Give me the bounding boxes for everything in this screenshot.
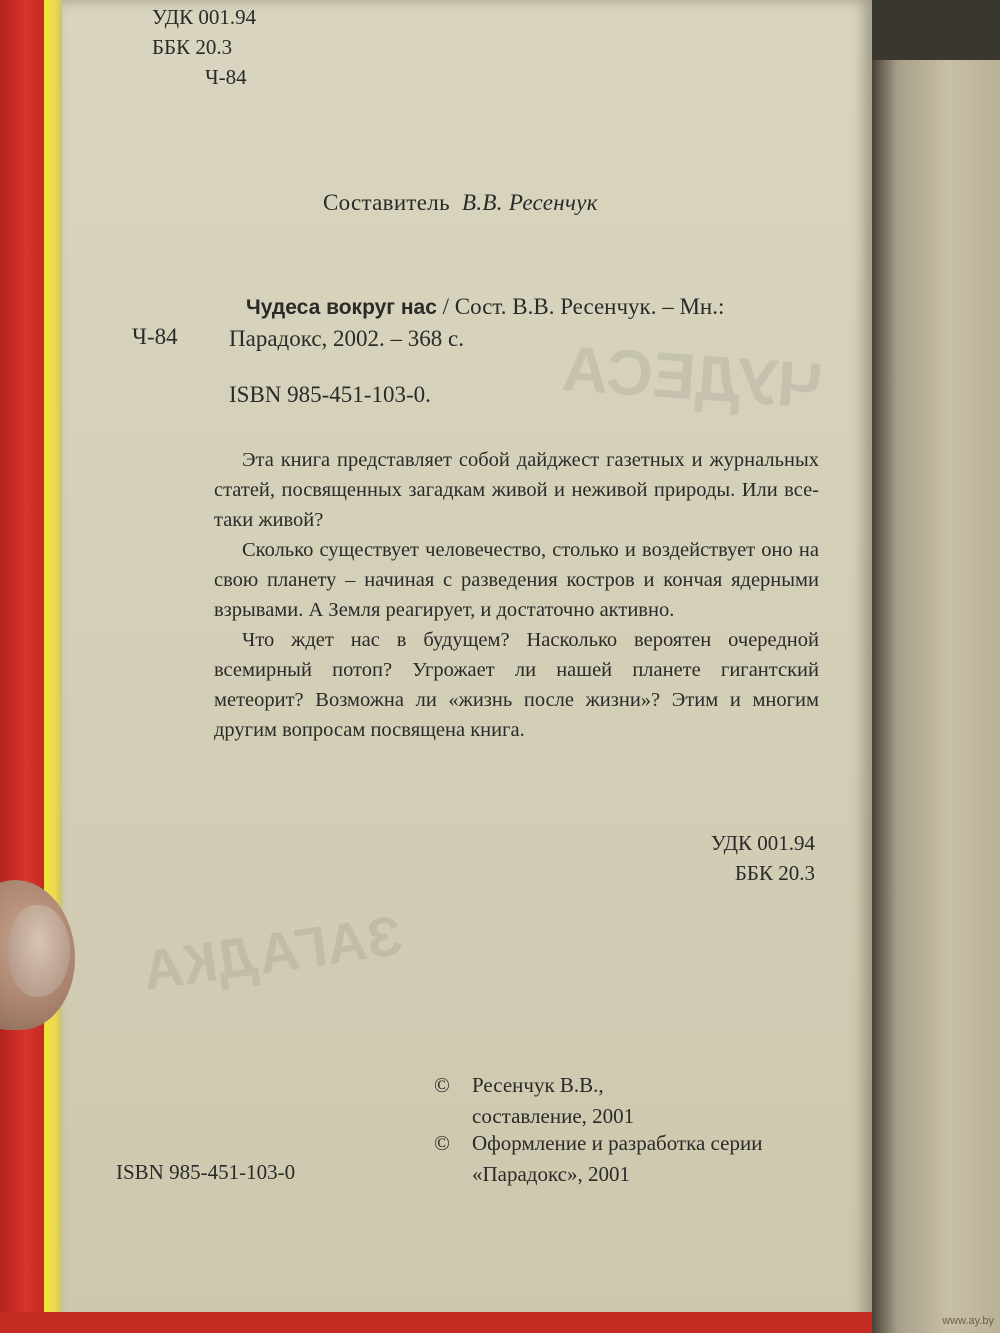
book-title: Чудеса вокруг нас <box>246 296 437 319</box>
copyright-holder: Ресенчук В.В., <box>472 1073 604 1097</box>
copyright-symbol: © <box>434 1073 450 1097</box>
thumb-nail <box>8 905 70 997</box>
copyright-design: Оформление и разработка серии <box>472 1131 763 1155</box>
composer-line <box>323 190 598 216</box>
copyright-symbol: © <box>434 1131 450 1155</box>
background-shadow <box>872 0 1000 60</box>
bibliography-line2: Парадокс, 2002. – 368 с. <box>229 326 464 351</box>
classification-bbk: ББК 20.3 <box>734 861 815 885</box>
composer-name: В.В. Ресенчук <box>461 190 598 215</box>
footer-isbn: ISBN 985-451-103-0 <box>116 1160 296 1184</box>
copyright-detail: составление, 2001 <box>472 1104 635 1128</box>
header-udk: УДК 001.94 <box>152 5 257 29</box>
abstract <box>214 445 819 745</box>
watermark: www.ay.by <box>942 1315 994 1327</box>
page-yellow-edge <box>44 0 62 1333</box>
header-bbk: ББК 20.3 <box>152 35 233 59</box>
bibliography-rest: / Сост. В.В. Ресенчук. – Мн.: <box>436 294 725 319</box>
abstract-paragraph: Сколько существует человечество, столько и воздействует оно на свою планету – начиная с разведения костров и кончая ядерными взрывами. А Земля реагирует, и достаточно активно. <box>214 539 819 621</box>
header-code: Ч-84 <box>205 65 247 89</box>
composer-label: Составитель <box>323 190 450 215</box>
bibliography-isbn: ISBN 985-451-103-0. <box>229 382 431 407</box>
bleed-through: ЧУДЕСА <box>559 331 825 423</box>
facing-page <box>872 0 1000 1333</box>
abstract-paragraph: Что ждет нас в будущем? Насколько вероятен очередной всемирный потоп? Угрожает ли нашей планете гигантский метеорит? Возможна ли «жизнь после жизни»? Этим и многим другим вопросам посвящена книга. <box>214 629 819 741</box>
bibliography-code: Ч-84 <box>132 324 178 349</box>
book-spine-red <box>0 0 44 1333</box>
cover-bottom-edge <box>0 1312 872 1333</box>
classification-udk: УДК 001.94 <box>710 831 815 855</box>
copyright-series: «Парадокс», 2001 <box>472 1162 630 1186</box>
abstract-paragraph: Эта книга представляет собой дайджест газетных и журнальных статей, посвященных загадкам живой и неживой природы. Или все-таки живой? <box>214 449 819 531</box>
bleed-through: ЗАГАДКА <box>138 903 406 1002</box>
bibliography-line1 <box>246 294 724 320</box>
